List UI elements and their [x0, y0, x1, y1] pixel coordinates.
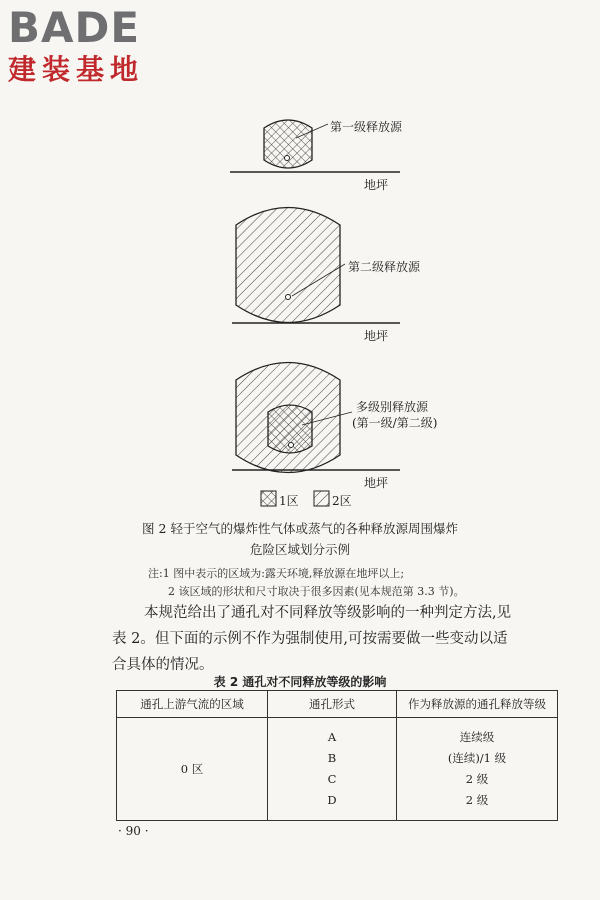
label-ground-3: 地坪	[364, 476, 389, 490]
vent-type-c: C	[327, 772, 337, 786]
vent-type-a: A	[327, 730, 337, 744]
table-header-row	[117, 691, 558, 718]
page-number: · 90 ·	[118, 824, 149, 838]
vent-release-table	[116, 690, 558, 821]
vent-type-b: B	[327, 751, 337, 765]
label-second-grade-source: 第二级释放源	[348, 260, 421, 274]
header-vent-type: 通孔形式	[268, 691, 397, 718]
label-ground-1: 地坪	[364, 178, 389, 192]
figure-note-1: 注:1 图中表示的区域为:露天环境,释放源在地坪以上;	[148, 567, 405, 580]
legend-zone1-label: 1区	[279, 494, 299, 508]
label-multi-grade-source-detail: (第一级/第二级)	[352, 416, 438, 430]
release-point-icon	[285, 156, 290, 161]
legend-zone1-swatch	[261, 491, 276, 506]
label-first-grade-source: 第一级释放源	[330, 120, 403, 134]
release-grade-d: 2 级	[465, 793, 489, 807]
body-paragraph-line1: 本规范给出了通孔对不同释放等级影响的一种判定方法,见	[144, 605, 512, 621]
table-row	[117, 718, 558, 821]
legend-zone2-label: 2区	[332, 494, 352, 508]
release-point-icon	[289, 443, 294, 448]
logo-subtitle: 建装基地	[8, 53, 145, 86]
header-release-grade: 作为释放源的通孔释放等级	[397, 691, 558, 718]
legend-zone2-swatch	[314, 491, 329, 506]
label-multi-grade-source: 多级别释放源	[356, 400, 429, 414]
release-grade-a: 连续级	[459, 730, 495, 744]
figure-caption-line2: 危险区域划分示例	[249, 542, 350, 557]
release-grade-b: (连续)/1 级	[447, 751, 507, 765]
cell-release-grades	[397, 718, 558, 821]
table-title: 表 2 通孔对不同释放等级的影响	[213, 675, 387, 689]
figure-caption-line1: 图 2 轻于空气的爆炸性气体或蒸气的各种释放源周围爆炸	[142, 521, 458, 536]
cell-vent-types	[268, 718, 397, 821]
body-paragraph-line3: 合具体的情况。	[112, 657, 214, 673]
cell-zone: 0 区	[117, 718, 268, 821]
release-point-icon	[286, 295, 291, 300]
label-ground-2: 地坪	[364, 329, 389, 343]
logo-wordmark: BADE	[8, 3, 141, 52]
vent-type-d: D	[327, 793, 337, 807]
release-grade-c: 2 级	[465, 772, 489, 786]
header-upstream-zone: 通孔上游气流的区域	[117, 691, 268, 718]
zone2-shape	[236, 208, 340, 323]
figure-note-2: 2 该区域的形状和尺寸取决于很多因素(见本规范第 3.3 节)。	[168, 585, 465, 598]
body-paragraph-line2: 表 2。但下面的示例不作为强制使用,可按需要做一些变动以适	[112, 631, 508, 647]
